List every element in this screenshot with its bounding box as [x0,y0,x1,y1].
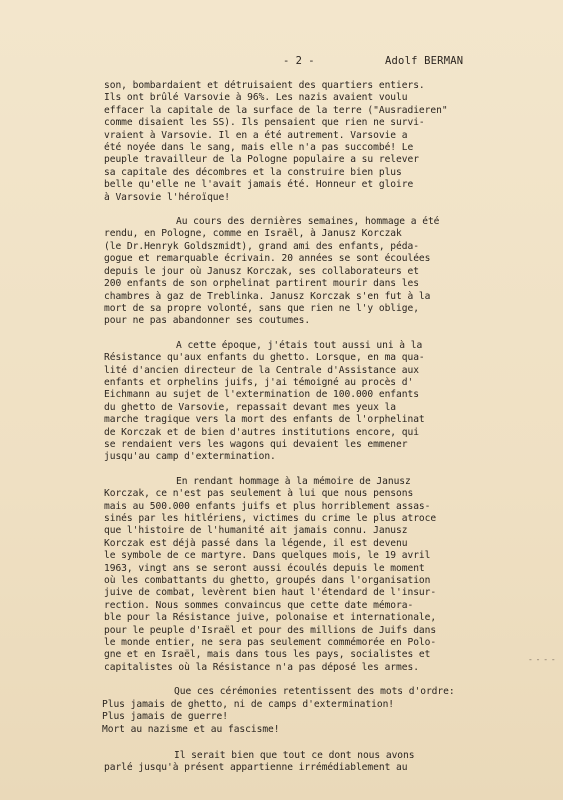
text-line: mais au 500.000 enfants juifs et plus horriblement assas- [104,500,431,512]
margin-mark: - - - - [528,655,555,664]
text-line: Au cours des dernières semaines, hommage a été [176,216,440,228]
text-line: Eichmann au sujet de l'extermination de 100.000 enfants [104,389,419,401]
text-line: A cette époque, j'étais tout aussi uni à la [176,339,423,351]
text-line: vraient à Varsovie. Il en a été autrement. Varsovie a [104,129,408,141]
slogan-line: Plus jamais de ghetto, ni de camps d'extermination! [102,698,395,710]
page-header [0,54,563,68]
paragraph [104,476,544,675]
text-line: Korczak, ce n'est pas seulement à lui que nous pensons [104,488,414,500]
slogan-line: Plus jamais de guerre! [102,711,228,723]
text-line: effacer la capitale de la surface de la terre ("Ausradieren" [104,104,448,116]
text-line: capitalistes où la Résistance n'a pas déposé les armes. [104,661,419,673]
text-line: le monde entier, ne sera pas seulement commémorée en Polo- [104,637,437,649]
text-line: peuple travailleur de la Pologne populaire a su relever [104,154,419,166]
text-line: juive de combat, levèrent bien haut l'étendard de l'insur- [104,587,437,599]
text-line: pour ne pas abandonner ses coutumes. [104,315,311,327]
text-line: rendu, en Pologne, comme en Israël, à Janusz Korczak [104,228,402,240]
text-line: le symbole de ce martyre. Dans quelques mois, le 19 avril [104,550,431,562]
text-line: ble pour la Résistance juive, polonaise et internationale, [104,612,437,624]
text-line: belle qu'elle ne l'avait jamais été. Honneur et gloire [104,179,414,191]
text-line: chambres à gaz de Treblinka. Janusz Korczak s'en fut à la [104,290,431,302]
text-line: de Korczak et de bien d'autres institutions encore, qui [104,426,419,438]
paragraph [104,216,544,328]
paragraph [104,340,544,464]
text-line: jusqu'au camp d'extermination. [104,451,276,463]
paragraph [104,80,544,204]
text-line: mort de sa propre volonté, sans que rien ne l'y oblige, [104,302,419,314]
text-line: Résistance qu'aux enfants du ghetto. Lorsque, en ma qua- [104,352,425,364]
text-line: rection. Nous sommes convaincus que cette date mémora- [104,599,414,611]
text-line: sa capitale des décombres et la construire bien plus [104,166,402,178]
text-line: enfants et orphelins juifs, j'ai témoigné au procès d' [104,376,414,388]
text-line: sinés par les hitlériens, victimes du crime le plus atroce [104,513,437,524]
text-line: été noyée dans le sang, mais elle n'a pas succombé! Le [104,142,414,154]
document-body [104,80,544,787]
text-line: se rendaient vers les wagons qui devaient les emmener [104,438,408,450]
text-line: Ils ont brûlé Varsovie à 96%. Les nazis avaient voulu [104,92,408,104]
text-line: où les combattants du ghetto, groupés dans l'organisation [104,575,431,587]
text-line: son, bombardaient et détruisaient des quartiers entiers. [104,80,425,91]
text-line: parlé jusqu'à présent appartienne irrémédiablement au [104,762,408,774]
slogan-line: Mort au nazisme et au fascisme! [102,723,280,735]
text-line: gne et en Israël, mais dans tous les pays, socialistes et [104,649,431,661]
paragraph [104,686,544,698]
text-line: gogue et remarquable écrivain. 20 années se sont écoulées [104,253,431,265]
text-line: 200 enfants de son orphelinat partirent mourir dans les [104,278,419,290]
text-line: En rendant hommage à la mémoire de Janusz [176,475,411,487]
text-line: du ghetto de Varsovie, repassait devant mes yeux la [104,401,397,413]
text-line: marche tragique vers la mort des enfants de l'orphelinat [104,414,425,426]
page-number: - 2 - [283,55,315,67]
text-line: lité d'ancien directeur de la Centrale d'Assistance aux [104,364,419,376]
slogan-list [104,699,544,736]
text-line: que l'histoire de l'humanité ait jamais connu. Janusz [104,525,408,537]
text-line: Que ces cérémonies retentissent des mots d'ordre: [174,686,455,698]
text-line: (le Dr.Henryk Goldszmidt), grand ami des enfants, péda- [104,240,419,252]
text-line: depuis le jour où Janusz Korczak, ses collaborateurs et [104,265,419,277]
text-line: comme disaient les SS). Ils pensaient que rien ne survi- [104,117,425,129]
text-line: Korczak est déjà passé dans la légende, il est devenu [104,537,408,549]
text-line: à Varsovie l'héroïque! [104,191,230,203]
text-line: Il serait bien que tout ce dont nous avons [174,749,415,761]
text-line: 1963, vingt ans se seront aussi écoulés depuis le moment [104,562,425,574]
paragraph [104,750,544,775]
author-name: Adolf BERMAN [385,55,464,67]
text-line: pour le peuple d'Israël et pour des millions de Juifs dans [104,624,437,636]
